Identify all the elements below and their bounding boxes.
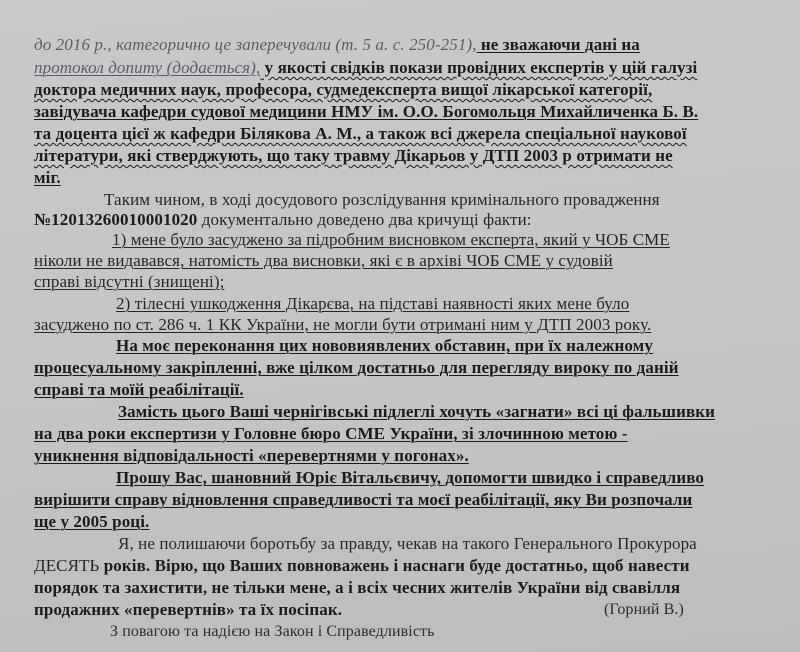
line-1-part-2: не зважаючи дані на: [476, 35, 640, 54]
letter-line-15: На моє переконання цих нововиявлених обставин, при їх належному: [116, 336, 653, 355]
letter-line-27: продажних «перевертнів» та їх посіпак.: [34, 600, 343, 619]
letter-line-14: засуджено по ст. 286 ч. 1 КК України, не могли бути отримані ним у ДТП 2003 року.: [34, 315, 652, 334]
letter-line-21: Прошу Вас, шановний Юріє Вітальєвичу, допомогти швидко і справедливо: [116, 468, 704, 487]
letter-line-13: 2) тілесні ушкодження Дікарєва, на підставі наявності яких мене було: [116, 294, 630, 313]
line-25-part-2: років. Вірю, що Ваших повноважень і наснаги буде достатньо, щоб навести: [99, 556, 690, 575]
line-2-part-1: протокол допиту (додається),: [34, 58, 261, 77]
letter-line-8: Таким чином, в ході досудового розслідування кримінального провадження: [104, 190, 660, 209]
signature: (Горний В.): [604, 601, 684, 618]
letter-line-1: [34, 35, 640, 55]
letter-line-4: завідувача кафедри судової медицини НМУ ім. О.О. Богомольця Михайличенка Б. В.: [34, 102, 699, 121]
letter-line-3: доктора медичних наук, професора, судмедексперта вищої лікарської категорії,: [34, 80, 653, 99]
letter-line-17: справі та моїй реабілітації.: [34, 380, 244, 399]
letter-line-7: міг.: [34, 168, 61, 187]
letter-line-26: порядок та захистити, не тільки мене, а і всіх чесних жителів України від свавілля: [34, 578, 681, 597]
line-25-part-1: ДЕСЯТЬ: [34, 556, 100, 575]
letter-line-24: Я, не полишаючи боротьбу за правду, чекав на такого Генерального Прокурора: [118, 534, 697, 553]
letter-line-18: Замість цього Ваші чернігівські підлеглі хочуть «загнати» всі ці фальшивки: [118, 402, 716, 421]
letter-line-11: ніколи не видавався, натомість два висновки, які є в архіві ЧОБ СМЕ у судовій: [34, 251, 613, 270]
line-1-part-1: до 2016 р., категорично це заперечували (т. 5 а. с. 250-251),: [34, 35, 477, 54]
letter-line-2: [34, 58, 697, 78]
letter-line-25: [34, 556, 690, 576]
letter-line-9: [34, 210, 532, 230]
letter-line-5: та доцента цієї ж кафедри Білякова А. М., а також всі джерела спеціальної наукової: [34, 124, 687, 143]
case-number: №12013260010001020: [34, 210, 198, 229]
letter-line-12: справі відсутні (знищені);: [34, 272, 225, 291]
letter-line-6: літератури, які стверджують, що таку травму Дікарьов у ДТП 2003 р отримати не: [34, 146, 673, 165]
closing-phrase: З повагою та надією на Закон і Справедливість: [110, 623, 435, 640]
letter-line-10: 1) мене було засуджено за підробним висновком експерта, який у ЧОБ СМЕ: [112, 230, 670, 249]
line-2-part-2: у якості свідків покази провідних експертів у цій галузі: [260, 58, 698, 77]
letter-line-16: процесуальному закріпленні, вже цілком достатньо для перегляду вироку по даній: [34, 358, 679, 377]
letter-line-22: вирішити справу відновлення справедливості та моєї реабілітації, яку Ви розпочали: [34, 490, 693, 509]
line-9-part-2: документально доведено два кричущі факти:: [197, 210, 532, 229]
letter-line-19: на два роки експертизи у Головне бюро СМЕ України, зі злочинною метою -: [34, 424, 628, 443]
letter-line-20: уникнення відповідальності «перевертнями у погонах».: [34, 446, 469, 465]
letter-line-23: ще у 2005 році.: [34, 512, 150, 531]
